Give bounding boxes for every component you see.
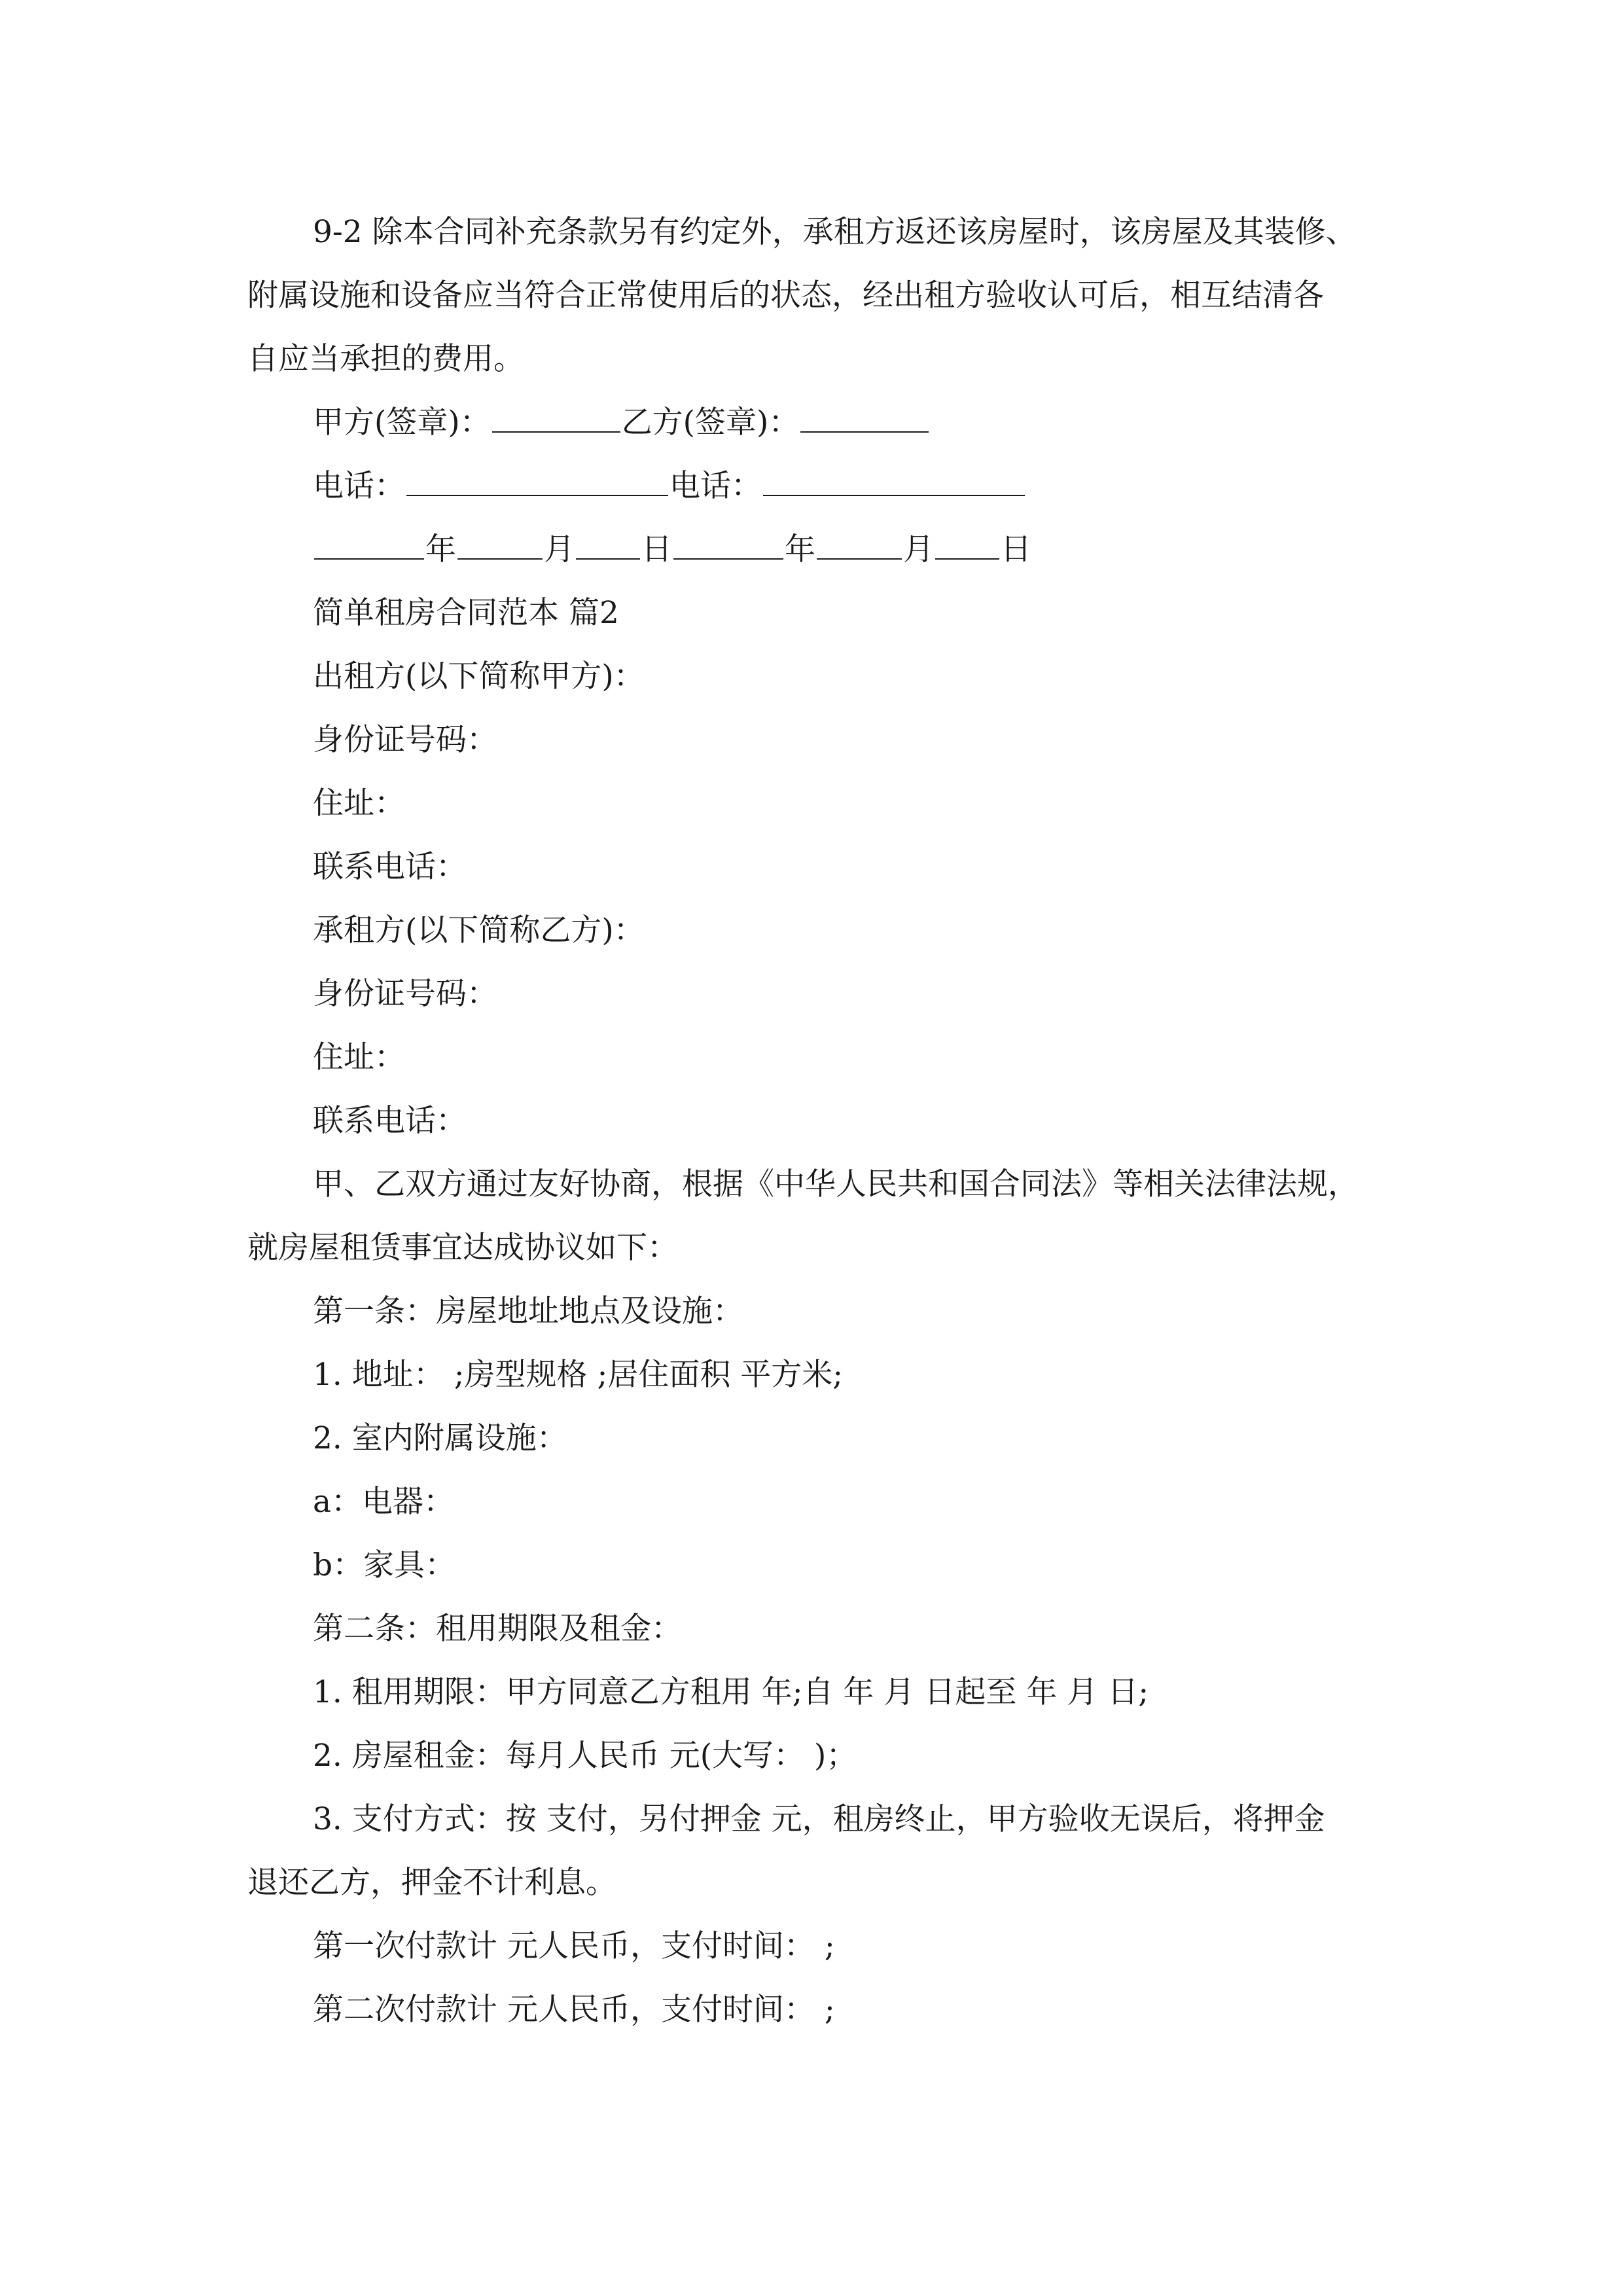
article-2-item-3-line-1: 3. 支付方式：按 支付，另付押金 元，租房终止，甲方验收无误后，将押金 [313,1801,1325,1837]
party-a-signature-blank [492,408,620,433]
article-2-title: 第二条：租用期限及租金： [313,1611,682,1647]
payment-1: 第一次付款计 元人民币，支付时间： ; [313,1928,835,1964]
party-b-day-label: 日 [1001,531,1031,567]
lessee-id-label: 身份证号码： [313,976,497,1012]
party-a-signature-label: 甲方(签章)： [313,404,491,440]
party-a-day-blank [576,535,640,560]
signature-line [313,391,930,454]
party-b-year-blank [673,535,783,560]
lessee-phone-label: 联系电话： [313,1103,467,1139]
date-line [313,518,1031,581]
party-a-year-label: 年 [425,531,456,567]
preamble-line-2: 就房屋租赁事宜达成协议如下： [247,1230,678,1266]
lessor-phone-label: 联系电话： [313,849,467,885]
article-2-item-3-line-2: 退还乙方，押金不计利息。 [247,1865,616,1901]
party-a-day-label: 日 [641,531,672,567]
party-b-day-blank [935,535,999,560]
party-b-phone-blank [763,471,1025,496]
lessor-id-label: 身份证号码： [313,722,497,758]
article-2-item-2: 2. 房屋租金：每月人民币 元(大写： )； [313,1738,857,1774]
clause-9-2-line-3: 自应当承担的费用。 [247,341,524,377]
lessee-address-label: 住址： [313,1039,405,1075]
payment-2: 第二次付款计 元人民币，支付时间： ; [313,1992,835,2028]
party-b-month-label: 月 [903,531,934,567]
lessee-title: 承租方(以下简称乙方)： [313,912,645,948]
article-1-item-a: a：电器： [313,1484,455,1520]
phone-line [313,454,1026,518]
party-a-month-blank [457,535,543,560]
article-2-item-1: 1. 租用期限：甲方同意乙方租用 年;自 年 月 日起至 年 月 日; [313,1674,1149,1710]
party-b-signature-label: 乙方(签章)： [621,404,800,440]
party-b-year-label: 年 [785,531,815,567]
party-b-signature-blank [800,408,929,433]
party-a-year-blank [314,535,424,560]
preamble-line-1: 甲、乙双方通过友好协商，根据《中华人民共和国合同法》等相关法律法规， [313,1166,1359,1202]
party-b-phone-label: 电话： [669,468,762,504]
party-a-phone-blank [406,471,668,496]
section-title: 简单租房合同范本 篇2 [313,595,619,631]
clause-9-2-line-1: 9-2 除本合同补充条款另有约定外，承租方返还该房屋时，该房屋及其装修、 [313,214,1357,250]
article-1-item-b: b：家具： [313,1547,456,1583]
lessor-address-label: 住址： [313,785,405,821]
party-b-month-blank [817,535,902,560]
article-1-item-1: 1. 地址： ;房型规格 ;居住面积 平方米; [313,1357,844,1393]
article-1-item-2: 2. 室内附属设施： [313,1420,567,1456]
party-a-month-label: 月 [544,531,575,567]
party-a-phone-label: 电话： [313,468,405,504]
article-1-title: 第一条：房屋地址地点及设施： [313,1293,743,1329]
clause-9-2-line-2: 附属设施和设备应当符合正常使用后的状态，经出租方验收认可后，相互结清各 [247,278,1324,314]
lessor-title: 出租方(以下简称甲方)： [313,658,645,694]
